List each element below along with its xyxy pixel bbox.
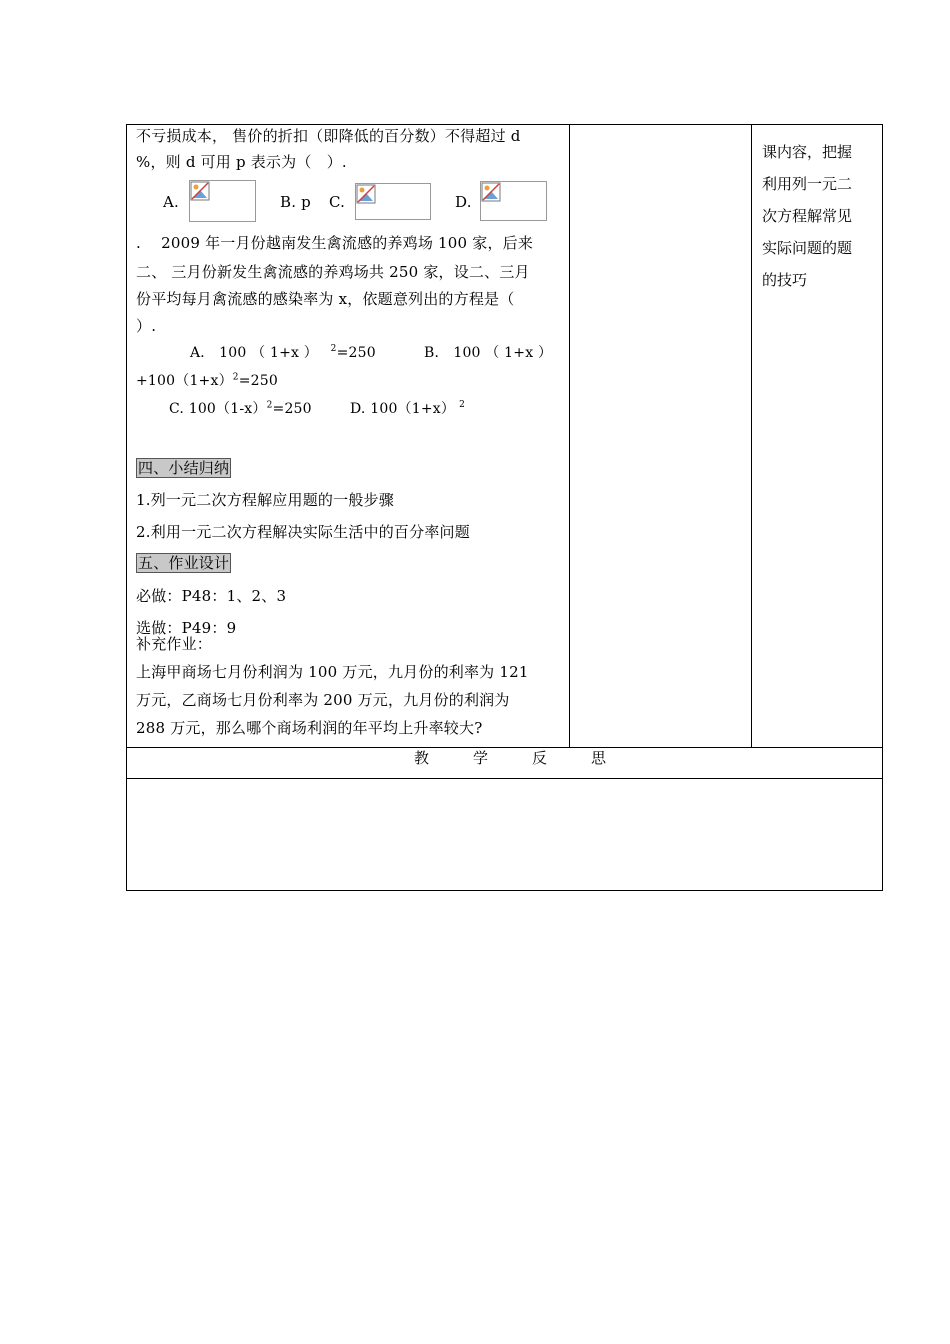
- homework-extra-line-2: 万元，乙商场七月份利率为 200 万元，九月份的利润为: [136, 691, 510, 709]
- q2-option-c-text: C. 100（1-x）: [169, 401, 267, 417]
- q1-option-a-image: [189, 180, 256, 222]
- section-4-title-text: 四、小结归纳: [138, 459, 230, 477]
- q2-option-b-cont-text: +100（1+x）: [136, 373, 233, 389]
- section-5-title-text: 五、作业设计: [138, 554, 230, 572]
- column-divider-1: [569, 124, 570, 748]
- section-5-title: [136, 553, 231, 573]
- reflection-char: 反: [532, 749, 548, 767]
- q1-option-b: B. p: [280, 193, 311, 211]
- q1-line-2: %，则 d 可用 p 表示为（ ）.: [136, 153, 347, 171]
- q2-option-b-cont: [136, 371, 278, 391]
- table-border-top: [126, 124, 883, 125]
- homework-required: 必做：P48：1、2、3: [136, 587, 287, 605]
- reflection-char: 思: [591, 749, 607, 767]
- q2-option-d-exponent: 2: [459, 400, 466, 411]
- q2-option-c-tail: =250: [272, 401, 312, 417]
- reflection-char: 学: [473, 749, 489, 767]
- q1-option-d-image: [480, 181, 547, 221]
- reflection-content-area[interactable]: [127, 779, 882, 890]
- q2-option-d-text: D. 100（1+x）: [350, 401, 456, 417]
- q2-option-a-tail: =250: [336, 345, 376, 361]
- q1-line-1: 不亏损成本， 售价的折扣（即降低的百分数）不得超过 d: [136, 127, 521, 145]
- objectives-column: [762, 136, 872, 296]
- q2-option-a-exponent: 2: [330, 344, 337, 355]
- table-border-bottom: [126, 890, 883, 891]
- section-4-title: [136, 458, 231, 478]
- q2-line-4: ）.: [136, 317, 157, 335]
- q2-option-b-exponent: 2: [232, 372, 239, 383]
- objectives-line: 实际问题的题: [762, 239, 853, 257]
- q2-option-b: B． 100 （ 1+x ）: [424, 345, 553, 361]
- q2-option-a-text: A． 100 （ 1+x ）: [190, 345, 318, 361]
- q2-line-1: . 2009 年一月份越南发生禽流感的养鸡场 100 家，后来: [136, 234, 534, 252]
- table-border-right: [882, 124, 883, 891]
- column-divider-2: [751, 124, 752, 748]
- objectives-line: 次方程解常见: [762, 207, 853, 225]
- q2-option-c: [169, 399, 312, 419]
- broken-image-icon: [481, 182, 501, 202]
- q2-line-3: 份平均每月禽流感的感染率为 x，依题意列出的方程是（: [136, 290, 515, 308]
- broken-image-icon: [356, 184, 376, 204]
- homework-extra-label: 补充作业：: [136, 635, 213, 653]
- homework-extra-line-1: 上海甲商场七月份利润为 100 万元，九月份的利率为 121: [136, 663, 529, 681]
- objectives-line: 课内容，把握: [762, 143, 853, 161]
- teaching-reflection-heading: [414, 748, 650, 768]
- q1-option-c-image: [355, 183, 431, 220]
- homework-extra-line-3: 288 万元，那么哪个商场利润的年平均上升率较大?: [136, 719, 483, 737]
- q2-option-a: [190, 343, 376, 363]
- homework-optional: 选做：P49：9: [136, 619, 237, 637]
- q2-line-2: 二、 三月份新发生禽流感的养鸡场共 250 家，设二、三月: [136, 263, 530, 281]
- q2-option-b-tail: =250: [238, 373, 278, 389]
- q1-option-d: D.: [455, 193, 472, 211]
- objectives-line: 利用列一元二: [762, 175, 853, 193]
- broken-image-icon: [190, 181, 210, 201]
- reflection-char: 教: [414, 749, 430, 767]
- objectives-line: 的技巧: [762, 271, 808, 289]
- q1-option-a: A.: [163, 193, 180, 211]
- q2-option-c-exponent: 2: [266, 400, 273, 411]
- table-border-left: [126, 124, 127, 891]
- q2-option-d: [350, 399, 465, 419]
- summary-item-2: 2.利用一元二次方程解决实际生活中的百分率问题: [136, 523, 470, 541]
- summary-item-1: 1.列一元二次方程解应用题的一般步骤: [136, 491, 394, 509]
- q1-option-c: C.: [329, 193, 346, 211]
